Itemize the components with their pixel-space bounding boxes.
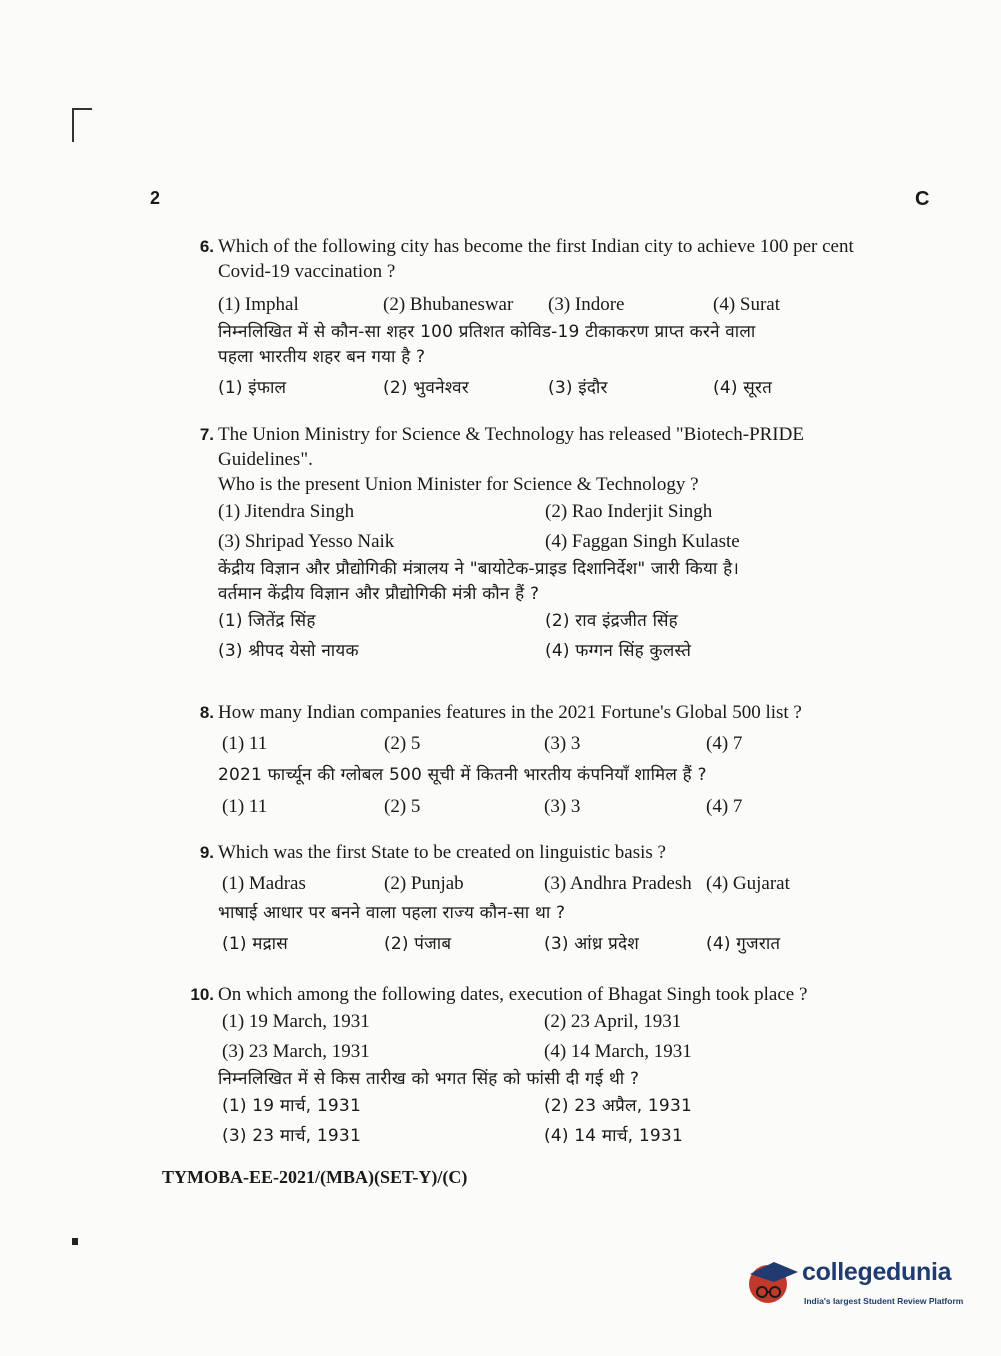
option: (3) श्रीपद येसो नायक <box>218 641 359 661</box>
options-row <box>218 290 920 320</box>
options-row-hindi <box>218 1122 920 1152</box>
question-number: 8. <box>199 703 214 722</box>
options-row <box>218 1007 920 1037</box>
question-text: How many Indian companies features in the 2021 Fortune's Global 500 list ? <box>218 702 802 723</box>
option: (4) गुजरात <box>706 934 781 954</box>
options-row <box>218 497 920 527</box>
option: (2) 5 <box>384 796 421 817</box>
option: (2) 23 अप्रैल, 1931 <box>544 1096 692 1116</box>
page-number: 2 <box>150 188 161 208</box>
option: (4) Gujarat <box>706 873 790 894</box>
question-text-hindi: 2021 फार्च्यून की ग्लोबल 500 सूची में कितनी भारतीय कंपनियाँ शामिल हैं ? <box>218 765 707 785</box>
question-text: Guidelines". <box>218 449 313 470</box>
options-row-hindi <box>218 607 920 637</box>
option: (3) आंध्र प्रदेश <box>544 934 639 954</box>
crop-mark <box>72 108 92 142</box>
question-text: The Union Ministry for Science & Technology has released "Biotech-PRIDE <box>218 424 804 445</box>
option: (4) 7 <box>706 796 743 817</box>
question-6 <box>180 234 920 404</box>
brand-tagline: India's largest Student Review Platform <box>804 1296 964 1306</box>
paper-code: TYMOBA-EE-2021/(MBA)(SET-Y)/(C) <box>162 1167 468 1187</box>
option: (2) 5 <box>384 733 421 754</box>
question-text: Which was the first State to be created on linguistic basis ? <box>218 842 666 863</box>
option: (2) भुवनेश्वर <box>383 378 469 398</box>
question-text: Covid-19 vaccination ? <box>218 261 396 282</box>
option: (3) Andhra Pradesh <box>544 873 692 894</box>
options-row-hindi <box>218 374 920 404</box>
option: (2) Bhubaneswar <box>383 294 514 315</box>
question-8 <box>180 700 920 822</box>
registration-mark <box>72 1238 78 1245</box>
options-row-hindi <box>218 930 920 960</box>
option: (1) Jitendra Singh <box>218 501 355 522</box>
options-row <box>218 527 920 557</box>
option: (4) सूरत <box>713 378 773 398</box>
question-text: Who is the present Union Minister for Science & Technology ? <box>218 474 699 495</box>
question-10 <box>180 982 920 1152</box>
option: (3) 23 March, 1931 <box>222 1041 370 1062</box>
option: (1) 11 <box>222 796 268 817</box>
options-row <box>218 729 920 759</box>
question-text-hindi: वर्तमान केंद्रीय विज्ञान और प्रौद्योगिकी मंत्री कौन हैं ? <box>218 584 540 604</box>
option: (4) 14 मार्च, 1931 <box>544 1126 683 1146</box>
question-text-hindi: भाषाई आधार पर बनने वाला पहला राज्य कौन-सा था ? <box>218 903 566 923</box>
option: (1) 19 मार्च, 1931 <box>222 1096 361 1116</box>
option: (4) Faggan Singh Kulaste <box>545 531 740 552</box>
question-text: Which of the following city has become the first Indian city to achieve 100 per cent <box>218 236 854 257</box>
option: (3) Indore <box>548 294 625 315</box>
question-7 <box>180 422 920 667</box>
option: (3) 3 <box>544 796 581 817</box>
option: (4) Surat <box>713 294 781 315</box>
question-text-hindi: निम्नलिखित में से कौन-सा शहर 100 प्रतिशत कोविड-19 टीकाकरण प्राप्त करने वाला <box>218 322 756 342</box>
options-row-hindi <box>218 637 920 667</box>
options-row <box>218 869 920 899</box>
option: (2) Rao Inderjit Singh <box>545 501 713 522</box>
option: (4) फग्गन सिंह कुलस्ते <box>545 641 692 661</box>
question-text-hindi: पहला भारतीय शहर बन गया है ? <box>218 347 426 367</box>
option: (1) Madras <box>222 873 306 894</box>
option: (2) पंजाब <box>384 934 452 954</box>
question-text: On which among the following dates, execution of Bhagat Singh took place ? <box>218 984 808 1005</box>
option: (1) इंफाल <box>218 378 287 398</box>
option: (3) 3 <box>544 733 581 754</box>
option: (1) 11 <box>222 733 268 754</box>
question-text-hindi: निम्नलिखित में से किस तारीख को भगत सिंह को फांसी दी गई थी ? <box>218 1069 640 1089</box>
option: (3) 23 मार्च, 1931 <box>222 1126 361 1146</box>
option: (3) इंदौर <box>548 378 608 398</box>
options-row-hindi <box>218 792 920 822</box>
option: (1) जितेंद्र सिंह <box>218 611 316 631</box>
set-letter: C <box>915 188 930 210</box>
option: (1) 19 March, 1931 <box>222 1011 370 1032</box>
option: (3) Shripad Yesso Naik <box>218 531 395 552</box>
question-number: 7. <box>199 425 214 444</box>
brand-name: collegedunia <box>802 1258 952 1286</box>
option: (1) Imphal <box>218 294 299 315</box>
question-number: 10. <box>190 985 214 1004</box>
options-row <box>218 1037 920 1067</box>
option: (1) मद्रास <box>222 934 288 954</box>
option: (2) Punjab <box>384 873 464 894</box>
option: (2) 23 April, 1931 <box>544 1011 682 1032</box>
option: (4) 14 March, 1931 <box>544 1041 692 1062</box>
student-mascot-icon <box>744 1254 800 1310</box>
option: (2) राव इंद्रजीत सिंह <box>545 611 678 631</box>
question-9 <box>180 840 920 960</box>
question-number: 9. <box>199 843 214 862</box>
watermark-logo <box>744 1250 974 1320</box>
options-row-hindi <box>218 1092 920 1122</box>
question-text-hindi: केंद्रीय विज्ञान और प्रौद्योगिकी मंत्रालय ने "बायोटेक-प्राइड दिशानिर्देश" जारी किया है। <box>218 559 739 579</box>
option: (4) 7 <box>706 733 743 754</box>
question-number: 6. <box>199 237 214 256</box>
